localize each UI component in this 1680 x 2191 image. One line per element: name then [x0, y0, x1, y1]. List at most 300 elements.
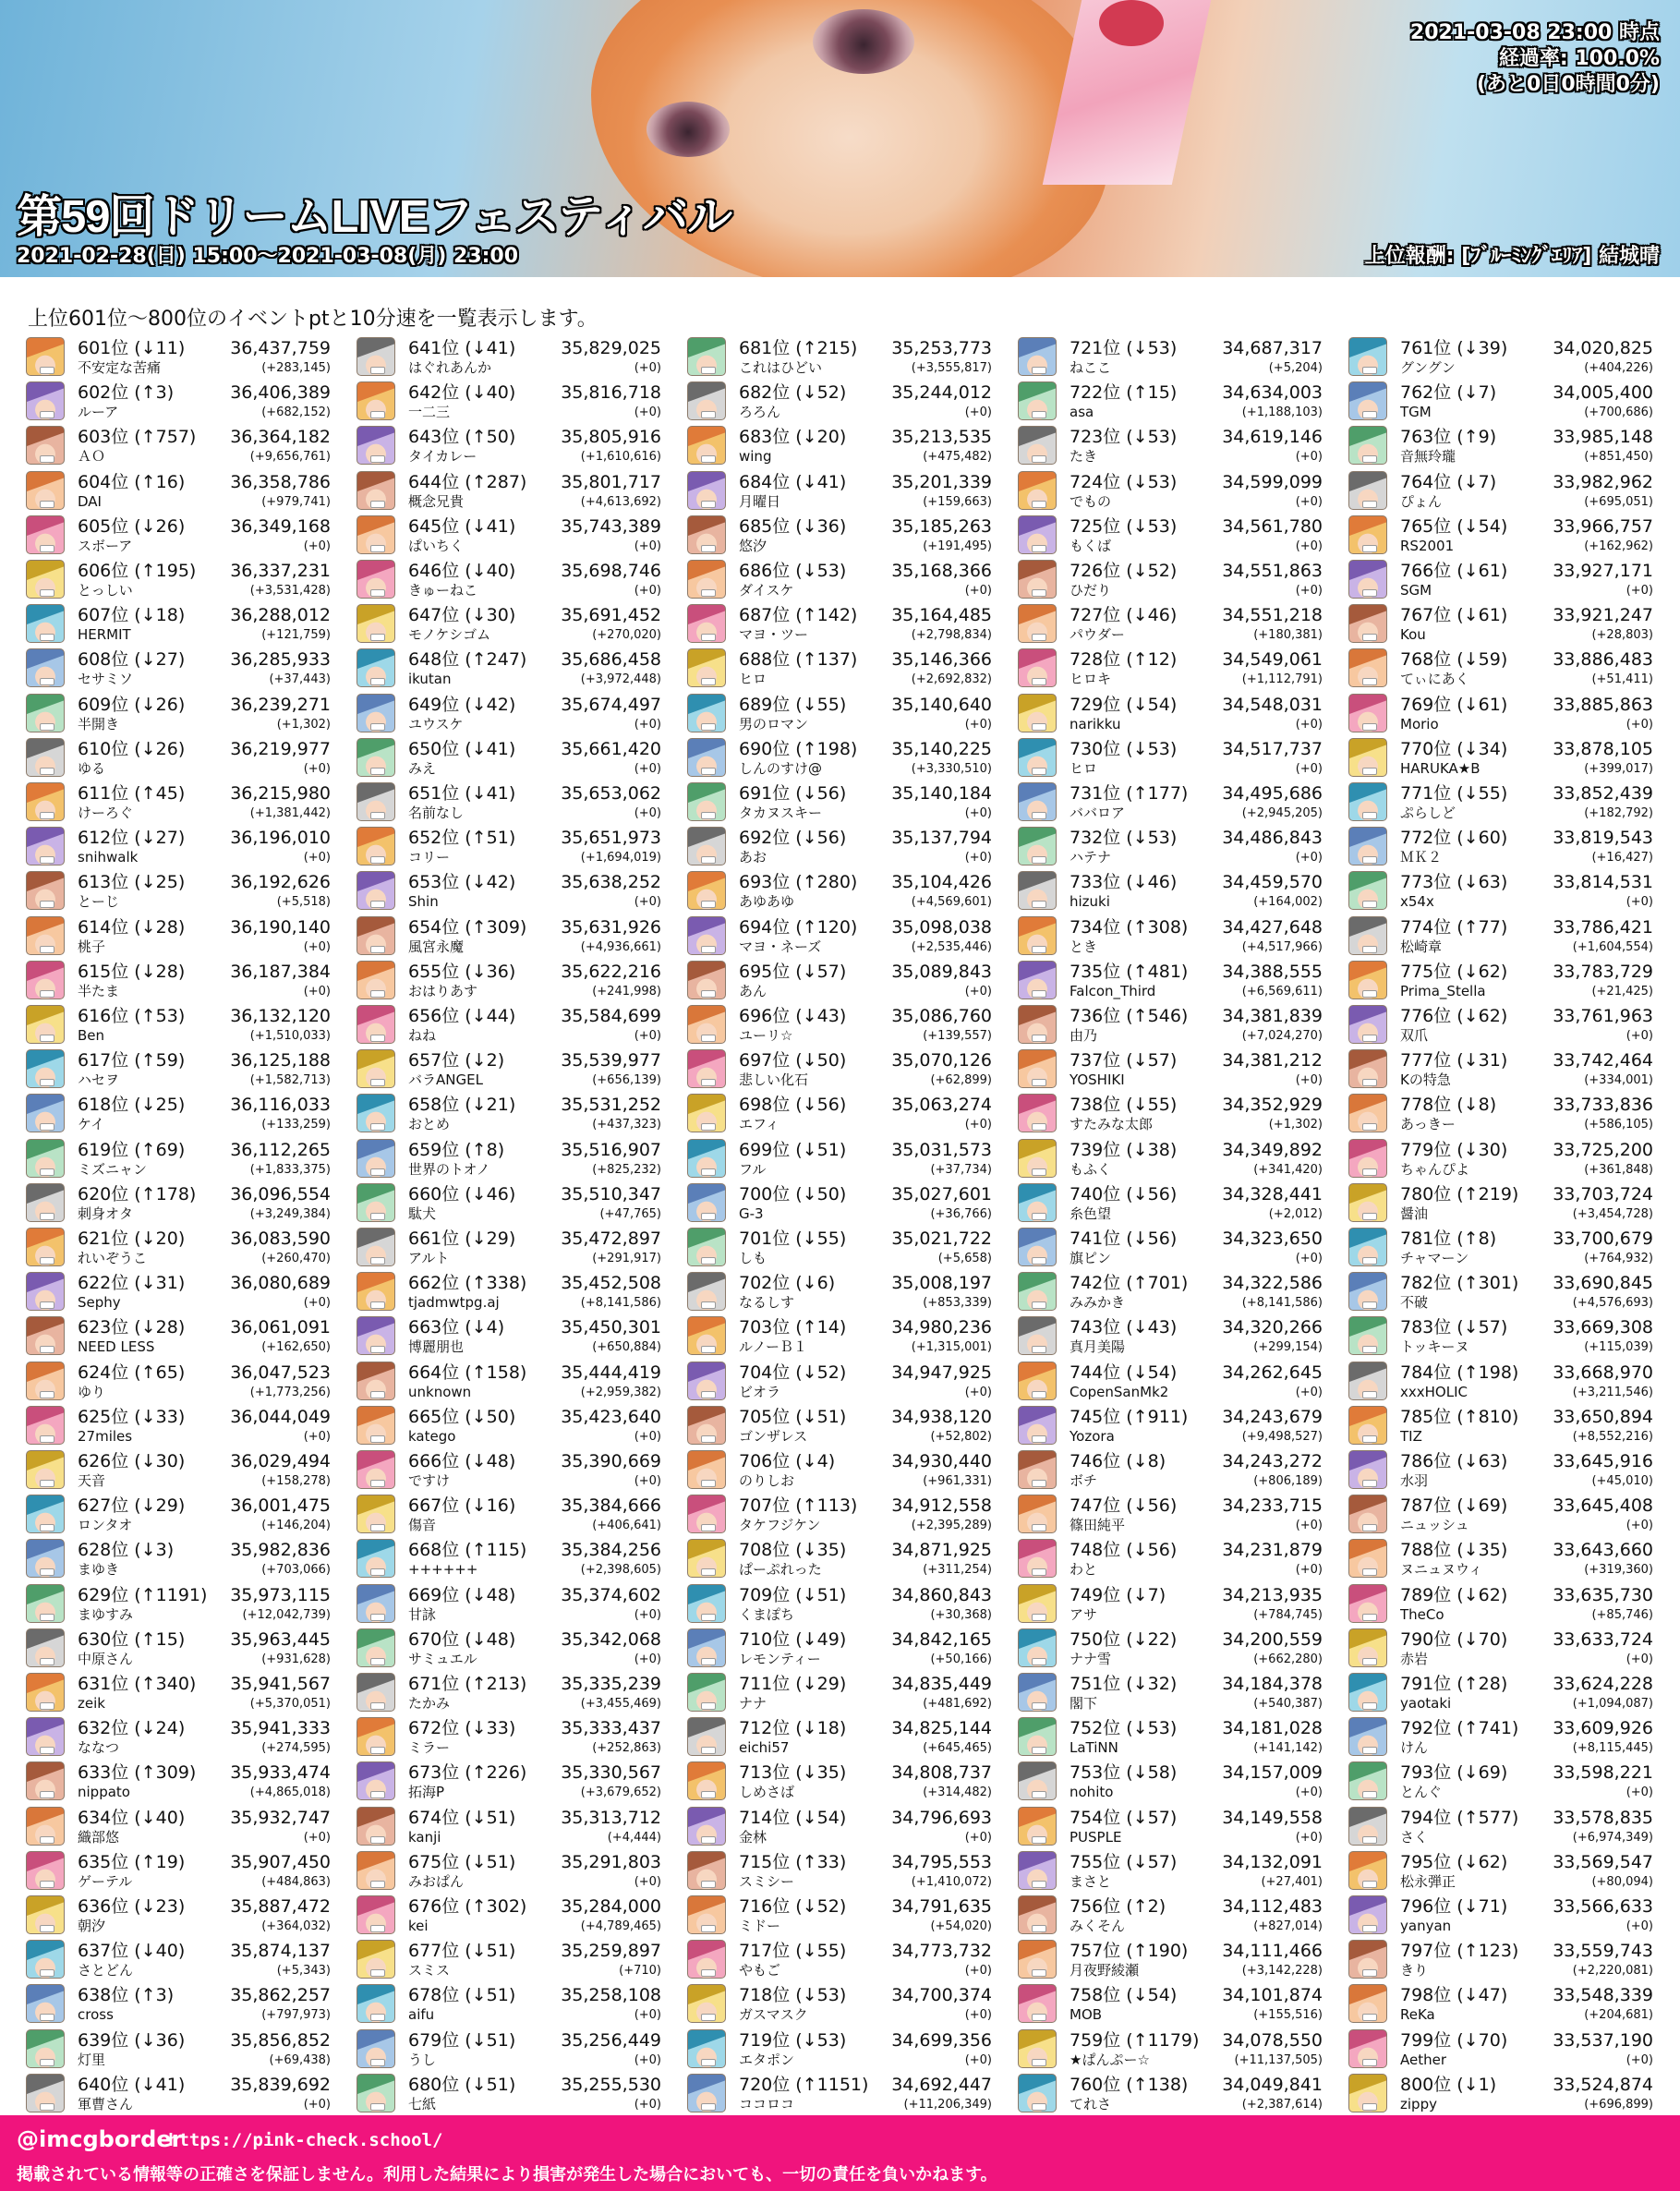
event-points: 35,674,497: [561, 694, 661, 715]
rank-label: 666位 (↓48): [408, 1451, 516, 1471]
rank-label: 663位 (↓4): [408, 1317, 505, 1338]
ranking-entry: [1012, 334, 1343, 379]
rank-label: 701位 (↓55): [739, 1229, 847, 1249]
idol-avatar: [26, 1628, 65, 1667]
player-name: ゆる: [78, 759, 106, 777]
player-name: サミュエル: [408, 1650, 477, 1667]
idol-avatar: [1018, 471, 1057, 510]
ranking-entry: [682, 958, 1012, 1002]
ranking-entry: [1012, 868, 1343, 913]
rank-label: 783位 (↓57): [1400, 1317, 1508, 1338]
idol-avatar: [1348, 1495, 1387, 1533]
idol-avatar: [1018, 1895, 1057, 1934]
rank-label: 784位 (↑198): [1400, 1362, 1519, 1383]
player-name: スボーア: [78, 537, 133, 554]
ten-minute-gain: (+797,973): [261, 2008, 331, 2023]
event-points: 34,808,737: [891, 1762, 992, 1784]
event-points: 33,609,926: [1553, 1718, 1653, 1739]
player-name: 旗ピン: [1070, 1250, 1112, 1266]
ten-minute-gain: (+540,387): [1253, 1697, 1323, 1711]
ten-minute-gain: (+2,692,832): [911, 672, 992, 687]
ranking-entry: [1012, 2027, 1343, 2071]
event-points: 35,862,257: [230, 1985, 331, 2006]
rank-label: 605位 (↓26): [78, 515, 186, 537]
player-name: Yozora: [1070, 1427, 1115, 1445]
ranking-entry: [682, 735, 1012, 780]
rank-label: 728位 (↑12): [1070, 649, 1178, 671]
ten-minute-gain: (+1,833,375): [249, 1162, 331, 1177]
rank-label: 693位 (↑280): [739, 872, 858, 893]
ten-minute-gain: (+0): [303, 2097, 331, 2112]
player-name: MOB: [1070, 2006, 1103, 2024]
ten-minute-gain: (+5,658): [937, 1252, 992, 1265]
player-name: てぃにあく: [1400, 671, 1469, 688]
idol-avatar: [1018, 1139, 1057, 1178]
ranking-entry: [351, 1581, 682, 1626]
ten-minute-gain: (+0): [964, 406, 992, 420]
event-points: 34,634,003: [1222, 382, 1323, 404]
idol-avatar: [1348, 648, 1387, 687]
ranking-entry: [682, 2071, 1012, 2115]
player-name: SGM: [1400, 582, 1432, 599]
event-points: 33,524,874: [1553, 2074, 1653, 2095]
idol-avatar: [26, 1316, 65, 1355]
player-name: けーろぐ: [78, 805, 134, 821]
event-points: 34,243,272: [1222, 1451, 1323, 1471]
ten-minute-gain: (+2,387,614): [1241, 2097, 1323, 2112]
ranking-entry: [351, 1492, 682, 1536]
player-name: 音無玲瓏: [1400, 448, 1456, 466]
rank-label: 786位 (↓63): [1400, 1451, 1508, 1471]
event-points: 36,406,389: [230, 382, 331, 404]
idol-avatar: [357, 1406, 395, 1445]
idol-avatar: [26, 1049, 65, 1088]
event-points: 33,669,308: [1553, 1317, 1653, 1338]
player-name: のりしお: [739, 1472, 795, 1489]
ranking-entry: [20, 868, 351, 913]
event-points: 34,796,693: [891, 1807, 992, 1828]
idol-avatar: [1348, 916, 1387, 955]
event-points: 35,816,718: [561, 382, 661, 404]
ranking-entry: [682, 513, 1012, 557]
player-name: ねね: [408, 1027, 437, 1044]
event-points: 35,201,339: [891, 471, 992, 492]
ten-minute-gain: (+9,498,527): [1241, 1429, 1323, 1444]
idol-avatar: [357, 1139, 395, 1178]
ranking-entry: [1012, 1002, 1343, 1047]
idol-avatar: [687, 1362, 726, 1400]
ranking-entry: [682, 557, 1012, 601]
ten-minute-gain: (+0): [1295, 1385, 1323, 1399]
idol-avatar: [26, 1228, 65, 1266]
rank-label: 706位 (↓4): [739, 1451, 836, 1471]
player-name: ボチ: [1070, 1472, 1098, 1489]
player-name: CopenSanMk2: [1070, 1383, 1169, 1400]
ranking-entry: [20, 2071, 351, 2115]
player-name: おはりあす: [408, 982, 478, 999]
ten-minute-gain: (+62,899): [930, 1073, 992, 1088]
ranking-entry: [682, 468, 1012, 513]
ranking-entry: [1343, 601, 1674, 646]
rank-label: 742位 (↑701): [1070, 1273, 1189, 1294]
event-points: 35,653,062: [561, 783, 661, 804]
idol-avatar: [687, 1183, 726, 1222]
ranking-entry: [1012, 468, 1343, 513]
event-points: 35,255,530: [561, 2074, 661, 2095]
rank-label: 793位 (↓69): [1400, 1762, 1508, 1784]
player-name: 悠汐: [739, 537, 767, 554]
ten-minute-gain: (+406,641): [592, 1519, 661, 1533]
ten-minute-gain: (+270,020): [592, 628, 661, 643]
rank-label: 622位 (↓31): [78, 1273, 186, 1294]
rank-label: 635位 (↑19): [78, 1851, 186, 1872]
player-name: ユウスケ: [408, 715, 464, 732]
ranking-entry: [351, 1804, 682, 1848]
event-points: 35,423,640: [561, 1406, 661, 1427]
ranking-entry: [351, 557, 682, 601]
event-points: 34,773,732: [891, 1941, 992, 1962]
ranking-entry: [351, 824, 682, 868]
player-name: ナナ: [739, 1695, 767, 1712]
ten-minute-gain: (+1,094,087): [1572, 1697, 1653, 1711]
player-name: あっきー: [1400, 1116, 1456, 1133]
event-points: 36,437,759: [230, 338, 331, 358]
idol-avatar: [26, 782, 65, 821]
ranking-entry: [1343, 334, 1674, 379]
ranking-entry: [1343, 646, 1674, 690]
idol-avatar: [687, 1005, 726, 1044]
idol-avatar: [687, 1450, 726, 1489]
player-name: 金林: [739, 1828, 767, 1846]
idol-avatar: [687, 2074, 726, 2112]
twitter-handle[interactable]: @imcgborder: [17, 2126, 183, 2152]
idol-avatar: [1018, 1539, 1057, 1578]
idol-avatar: [357, 1316, 395, 1355]
rank-label: 771位 (↓55): [1400, 783, 1508, 804]
player-name: ぱいちく: [408, 537, 465, 554]
idol-avatar: [26, 916, 65, 955]
player-name: タイカレー: [408, 448, 477, 466]
ten-minute-gain: (+0): [1626, 895, 1653, 910]
event-points: 33,645,408: [1553, 1495, 1653, 1517]
idol-avatar: [1018, 1272, 1057, 1311]
rank-label: 615位 (↓28): [78, 961, 186, 982]
event-points: 33,886,483: [1553, 649, 1653, 671]
ten-minute-gain: (+0): [964, 2052, 992, 2067]
ranking-entry: [1343, 1269, 1674, 1313]
player-name: 半たま: [78, 982, 120, 999]
event-points: 36,116,033: [230, 1095, 331, 1116]
player-name: ぱーぷれった: [739, 1561, 822, 1579]
ranking-entry: [351, 1225, 682, 1269]
idol-avatar: [1348, 1228, 1387, 1266]
ten-minute-gain: (+1,604,554): [1572, 939, 1653, 954]
player-name: とき: [1070, 938, 1098, 955]
idol-avatar: [687, 1049, 726, 1088]
idol-avatar: [357, 2074, 395, 2112]
player-name: hizuki: [1070, 893, 1110, 911]
idol-avatar: [687, 1761, 726, 1800]
ten-minute-gain: (+700,686): [1584, 406, 1653, 420]
rank-label: 751位 (↓32): [1070, 1674, 1178, 1694]
rank-label: 667位 (↓16): [408, 1495, 516, 1517]
idol-avatar: [1348, 1272, 1387, 1311]
event-points: 34,427,648: [1222, 916, 1323, 938]
player-name: HERMIT: [78, 626, 131, 644]
ranking-entry: [682, 423, 1012, 467]
ranking-entry: [682, 1848, 1012, 1893]
event-points: 34,112,483: [1222, 1896, 1323, 1917]
player-name: とっしい: [78, 582, 133, 599]
event-points: 34,233,715: [1222, 1495, 1323, 1517]
event-points: 35,333,437: [561, 1718, 661, 1739]
ten-minute-gain: (+710): [619, 1964, 661, 1979]
idol-avatar: [1348, 871, 1387, 910]
player-name: 甘詠: [408, 1605, 437, 1623]
ranking-entry: [1012, 1136, 1343, 1180]
idol-avatar: [357, 426, 395, 465]
ten-minute-gain: (+1,773,256): [249, 1385, 331, 1399]
ranking-entry: [682, 1269, 1012, 1313]
rank-label: 796位 (↓71): [1400, 1896, 1508, 1917]
source-url-link[interactable]: https://pink-check.school/: [168, 2130, 443, 2150]
event-points: 36,219,977: [230, 738, 331, 759]
ten-minute-gain: (+6,974,349): [1572, 1830, 1653, 1845]
ranking-entry: [1343, 1136, 1674, 1180]
event-points: 35,335,239: [561, 1674, 661, 1694]
event-points: 35,140,640: [891, 694, 992, 715]
ranking-entry: [351, 2027, 682, 2071]
idol-avatar: [1018, 1362, 1057, 1400]
event-points: 35,638,252: [561, 872, 661, 893]
ranking-entry: [1012, 1269, 1343, 1313]
event-points: 35,805,916: [561, 427, 661, 448]
ranking-entry: [20, 1937, 351, 1981]
ten-minute-gain: (+1,381,442): [249, 806, 331, 820]
ranking-entry: [1012, 1447, 1343, 1492]
ten-minute-gain: (+0): [303, 851, 331, 866]
player-name: レモンティー: [739, 1650, 821, 1667]
player-name: てれさ: [1070, 2095, 1112, 2112]
ranking-entry: [1343, 1759, 1674, 1803]
player-name: ミドー: [739, 1918, 781, 1934]
idol-avatar: [687, 1628, 726, 1667]
idol-avatar: [26, 1807, 65, 1846]
ranking-entry: [20, 1002, 351, 1047]
ten-minute-gain: (+0): [634, 761, 661, 776]
rank-label: 679位 (↓51): [408, 2029, 516, 2051]
rank-label: 717位 (↓55): [739, 1941, 847, 1962]
idol-avatar: [26, 1362, 65, 1400]
ranking-entry: [20, 468, 351, 513]
rank-label: 691位 (↓56): [739, 783, 847, 804]
event-points: 36,364,182: [230, 427, 331, 448]
ranking-entry: [1012, 1670, 1343, 1714]
ranking-entry: [1343, 1937, 1674, 1981]
event-points: 35,342,068: [561, 1628, 661, 1650]
event-points: 34,517,737: [1222, 738, 1323, 759]
ranking-entry: [20, 824, 351, 868]
rank-label: 772位 (↓60): [1400, 828, 1508, 849]
idol-avatar: [687, 1272, 726, 1311]
ten-minute-gain: (+8,552,216): [1572, 1429, 1653, 1444]
player-name: 篠田純平: [1070, 1517, 1126, 1534]
event-points: 33,725,200: [1553, 1139, 1653, 1160]
idol-avatar: [1018, 1406, 1057, 1445]
ten-minute-gain: (+0): [1626, 1652, 1653, 1666]
ten-minute-gain: (+260,470): [261, 1252, 331, 1265]
ranking-entry: [351, 1714, 682, 1759]
rank-label: 621位 (↓20): [78, 1229, 186, 1249]
ten-minute-gain: (+0): [634, 361, 661, 375]
idol-avatar: [687, 1584, 726, 1623]
player-name: みおぱん: [408, 1872, 465, 1890]
ten-minute-gain: (+650,884): [592, 1340, 661, 1355]
ranking-entry: [1343, 1581, 1674, 1626]
ten-minute-gain: (+3,555,817): [911, 361, 992, 375]
rank-label: 749位 (↓7): [1070, 1584, 1166, 1605]
ranking-entry: [1012, 1536, 1343, 1580]
player-name: とんぐ: [1400, 1784, 1443, 1801]
rank-label: 647位 (↓30): [408, 605, 516, 626]
rank-label: 677位 (↓51): [408, 1941, 516, 1962]
event-points: 35,661,420: [561, 738, 661, 759]
event-points: 33,650,894: [1553, 1406, 1653, 1427]
ten-minute-gain: (+0): [1295, 1519, 1323, 1533]
rank-label: 731位 (↑177): [1070, 783, 1189, 804]
player-name: katego: [408, 1427, 456, 1445]
ten-minute-gain: (+4,517,966): [1241, 939, 1323, 954]
ten-minute-gain: (+311,254): [923, 1563, 992, 1578]
event-points: 34,947,925: [891, 1362, 992, 1383]
event-points: 36,125,188: [230, 1050, 331, 1071]
player-name: 月夜野綾瀬: [1070, 1962, 1140, 1979]
ten-minute-gain: (+484,863): [261, 1874, 331, 1889]
ranking-entry: [682, 691, 1012, 735]
rank-label: 620位 (↑178): [78, 1183, 197, 1204]
ten-minute-gain: (+0): [634, 1874, 661, 1889]
event-points: 33,885,863: [1553, 694, 1653, 715]
rank-label: 651位 (↓41): [408, 783, 516, 804]
player-name: 悲しい化石: [739, 1071, 809, 1089]
event-points: 33,786,421: [1553, 916, 1653, 938]
ten-minute-gain: (+853,339): [923, 1296, 992, 1311]
event-points: 35,801,717: [561, 471, 661, 492]
event-points: 34,352,929: [1222, 1095, 1323, 1116]
ranking-entry: [682, 824, 1012, 868]
ranking-entry: [351, 1403, 682, 1447]
ranking-entry: [1012, 1492, 1343, 1536]
ten-minute-gain: (+0): [1626, 1785, 1653, 1800]
idol-avatar: [357, 1807, 395, 1846]
idol-avatar: [357, 1183, 395, 1222]
idol-avatar: [1348, 1807, 1387, 1846]
ranking-entry: [351, 1759, 682, 1803]
event-points: 35,698,746: [561, 561, 661, 581]
ranking-entry: [682, 1581, 1012, 1626]
ranking-entry: [351, 1447, 682, 1492]
ten-minute-gain: (+764,932): [1584, 1252, 1653, 1265]
idol-avatar: [687, 471, 726, 510]
rank-label: 674位 (↓51): [408, 1807, 516, 1828]
event-points: 34,200,559: [1222, 1628, 1323, 1650]
rank-label: 628位 (↓3): [78, 1540, 175, 1561]
ten-minute-gain: (+182,792): [1584, 806, 1653, 820]
rank-label: 676位 (↑302): [408, 1896, 527, 1917]
idol-avatar: [1348, 1584, 1387, 1623]
time-remaining: (あと0日0時間0分): [1476, 73, 1660, 96]
rank-label: 766位 (↓61): [1400, 561, 1508, 581]
idol-avatar: [1018, 1049, 1057, 1088]
ten-minute-gain: (+3,249,384): [249, 1206, 331, 1221]
event-points: 33,783,729: [1553, 961, 1653, 982]
player-name: ババロア: [1070, 805, 1126, 821]
ten-minute-gain: (+299,154): [1253, 1340, 1323, 1355]
idol-avatar: [357, 1717, 395, 1756]
event-points: 34,835,449: [891, 1674, 992, 1694]
rank-label: 733位 (↓46): [1070, 872, 1178, 893]
ten-minute-gain: (+69,438): [269, 2052, 331, 2067]
rank-label: 608位 (↓27): [78, 649, 186, 671]
player-name: しめさば: [739, 1784, 795, 1801]
ten-minute-gain: (+0): [964, 1964, 992, 1979]
event-points: 34,262,645: [1222, 1362, 1323, 1383]
idol-avatar: [687, 694, 726, 732]
ten-minute-gain: (+4,936,661): [580, 939, 661, 954]
ranking-entry: [682, 334, 1012, 379]
rank-label: 712位 (↓18): [739, 1718, 847, 1739]
ten-minute-gain: (+291,917): [592, 1252, 661, 1265]
rank-label: 675位 (↓51): [408, 1851, 516, 1872]
ranking-entry: [20, 1225, 351, 1269]
rank-label: 658位 (↓21): [408, 1095, 516, 1116]
ten-minute-gain: (+3,972,448): [580, 672, 661, 687]
ten-minute-gain: (+0): [634, 539, 661, 553]
player-name: ヒロキ: [1070, 671, 1112, 688]
rank-label: 758位 (↓54): [1070, 1985, 1178, 2006]
player-name: ハテナ: [1070, 849, 1112, 866]
ranking-entry: [1012, 1403, 1343, 1447]
idol-avatar: [357, 694, 395, 732]
player-name: やもご: [739, 1962, 781, 1979]
player-name: 風宮永魔: [408, 938, 465, 955]
ranking-entry: [682, 914, 1012, 958]
rank-label: 660位 (↓46): [408, 1183, 516, 1204]
ranking-entry: [1343, 868, 1674, 913]
rank-label: 697位 (↓50): [739, 1050, 847, 1071]
ranking-entry: [351, 1626, 682, 1670]
ten-minute-gain: (+164,002): [1253, 895, 1323, 910]
ten-minute-gain: (+141,142): [1253, 1741, 1323, 1756]
ten-minute-gain: (+0): [634, 1029, 661, 1043]
event-points: 35,444,419: [561, 1362, 661, 1383]
idol-avatar: [687, 1851, 726, 1890]
player-name: YOSHIKI: [1070, 1071, 1125, 1089]
player-name: ロンタオ: [78, 1517, 133, 1534]
ranking-entry: [351, 868, 682, 913]
event-points: 36,112,265: [230, 1139, 331, 1160]
rank-label: 705位 (↓51): [739, 1406, 847, 1427]
ranking-entry: [20, 379, 351, 423]
idol-avatar: [1018, 827, 1057, 866]
idol-avatar: [357, 515, 395, 554]
rank-label: 702位 (↓6): [739, 1273, 836, 1294]
ten-minute-gain: (+319,360): [1584, 1563, 1653, 1578]
player-name: ろろん: [739, 404, 781, 421]
rank-label: 686位 (↓53): [739, 561, 847, 581]
player-name: ＡＯ: [78, 448, 106, 466]
rank-label: 617位 (↑59): [78, 1050, 186, 1071]
